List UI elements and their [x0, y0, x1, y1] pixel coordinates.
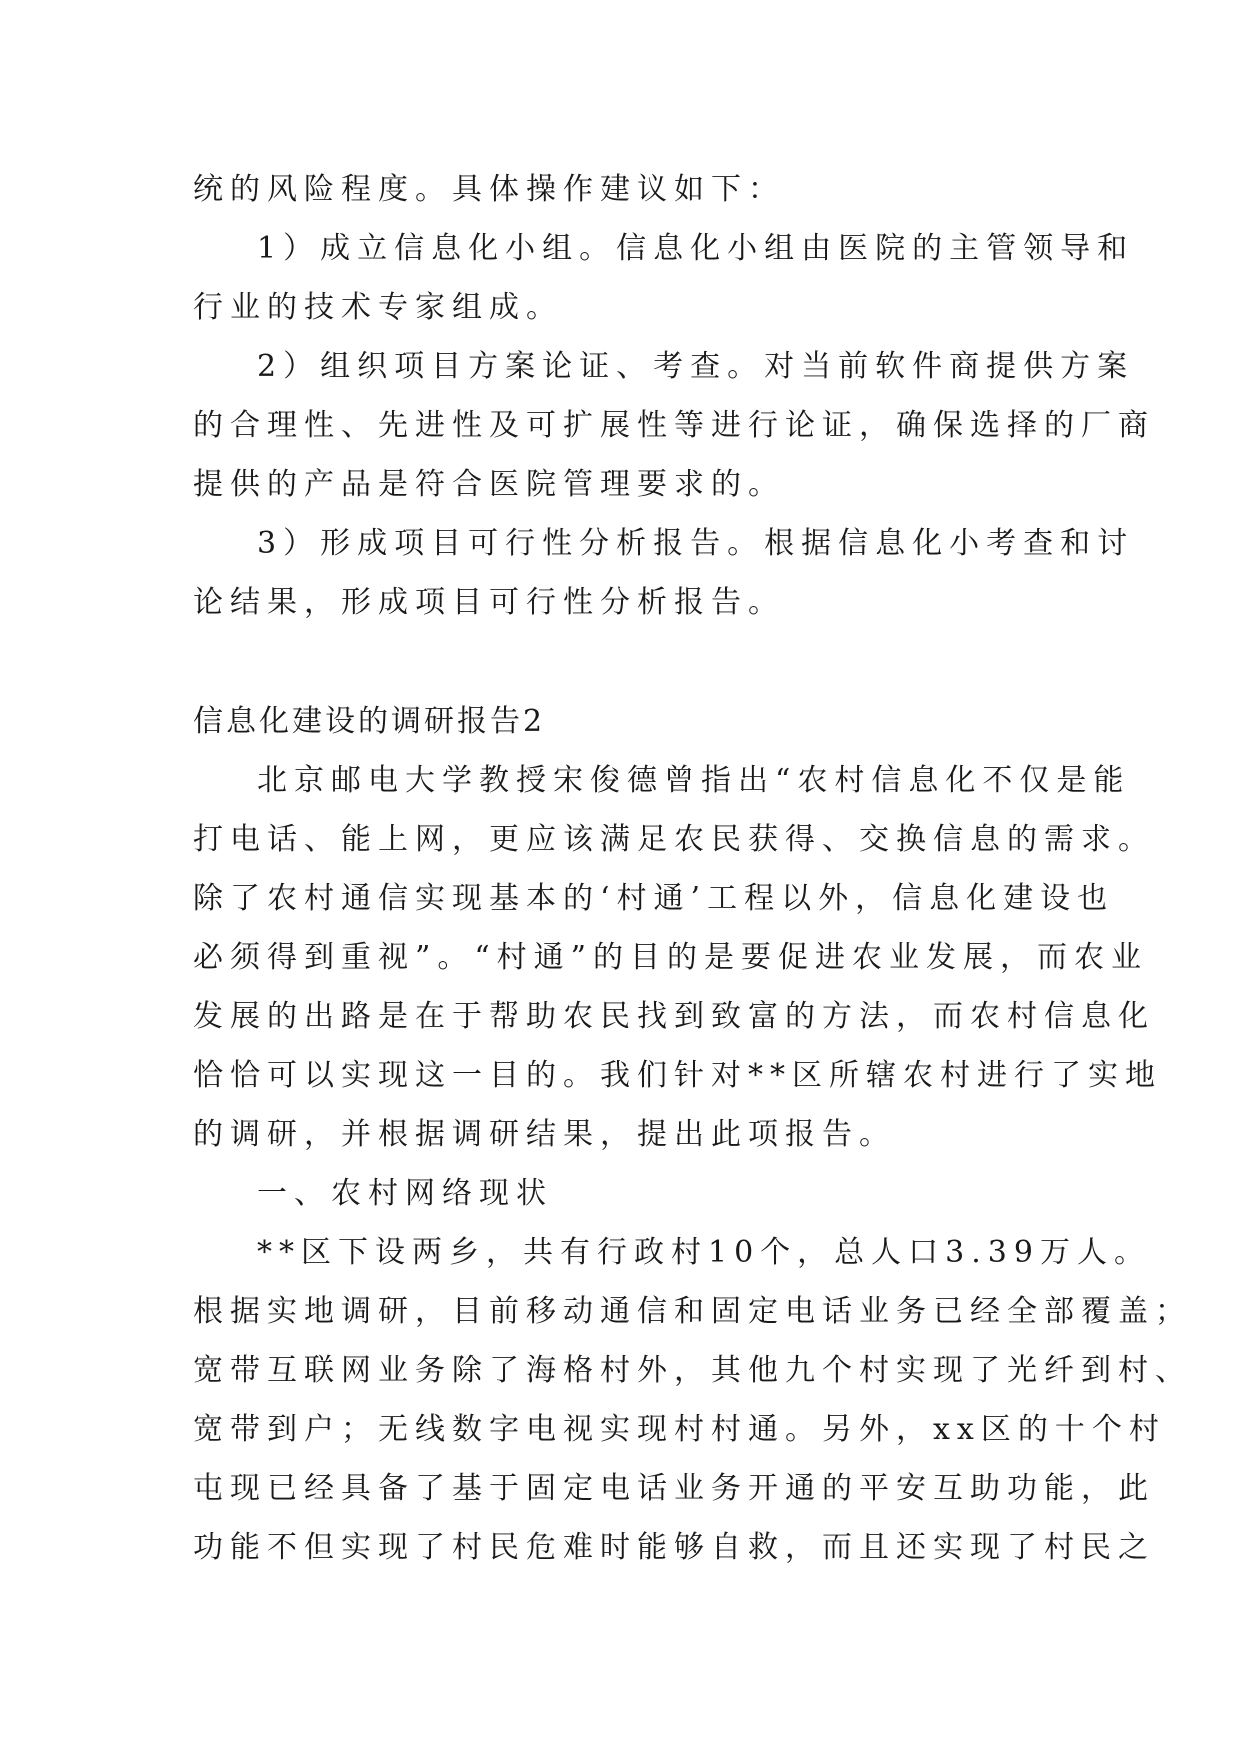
list-item-2-line: 2）组织项目方案论证、考查。对当前软件商提供方案 [257, 349, 1135, 384]
paragraph-line: 发展的出路是在于帮助农民找到致富的方法，而农村信息化 [193, 999, 1155, 1034]
paragraph-line: 的调研，并根据调研结果，提出此项报告。 [193, 1117, 896, 1152]
list-item-3-line: 论结果，形成项目可行性分析报告。 [193, 585, 785, 620]
section-gap [193, 632, 1053, 692]
paragraph-line: 宽带到户；无线数字电视实现村村通。另外，xx区的十个村 [193, 1412, 1166, 1447]
paragraph-line: 必须得到重视”。“村通”的目的是要促进农业发展，而农业 [193, 940, 1149, 975]
paragraph-line: 宽带互联网业务除了海格村外，其他九个村实现了光纤到村、 [193, 1353, 1192, 1388]
list-item-3-line: 3）形成项目可行性分析报告。根据信息化小考查和讨 [257, 526, 1135, 561]
paragraph-line: 打电话、能上网，更应该满足农民获得、交换信息的需求。 [193, 822, 1155, 857]
paragraph-line: 恰恰可以实现这一目的。我们针对**区所辖农村进行了实地 [193, 1058, 1162, 1093]
list-item-2-line: 提供的产品是符合医院管理要求的。 [193, 467, 785, 502]
report-title: 信息化建设的调研报告2 [193, 704, 546, 739]
list-item-2-line: 的合理性、先进性及可扩展性等进行论证，确保选择的厂商 [193, 408, 1155, 443]
paragraph-line: 功能不但实现了村民危难时能够自救，而且还实现了村民之 [193, 1530, 1155, 1565]
section-heading: 一、农村网络现状 [257, 1176, 553, 1211]
paragraph-line: **区下设两乡，共有行政村10个，总人口3.39万人。 [257, 1235, 1151, 1270]
document-body [193, 160, 1192, 1577]
list-item-1-line: 行业的技术专家组成。 [193, 290, 563, 325]
paragraph-line: 除了农村通信实现基本的‘村通’工程以外，信息化建设也 [193, 881, 1115, 916]
paragraph-line: 根据实地调研，目前移动通信和固定电话业务已经全部覆盖； [193, 1294, 1192, 1329]
list-item-1-line: 1）成立信息化小组。信息化小组由医院的主管领导和 [257, 231, 1135, 266]
paragraph-line: 北京邮电大学教授宋俊德曾指出“农村信息化不仅是能 [257, 763, 1131, 798]
paragraph-line: 屯现已经具备了基于固定电话业务开通的平安互助功能，此 [193, 1471, 1155, 1506]
paragraph-line: 统的风险程度。具体操作建议如下： [193, 172, 785, 207]
